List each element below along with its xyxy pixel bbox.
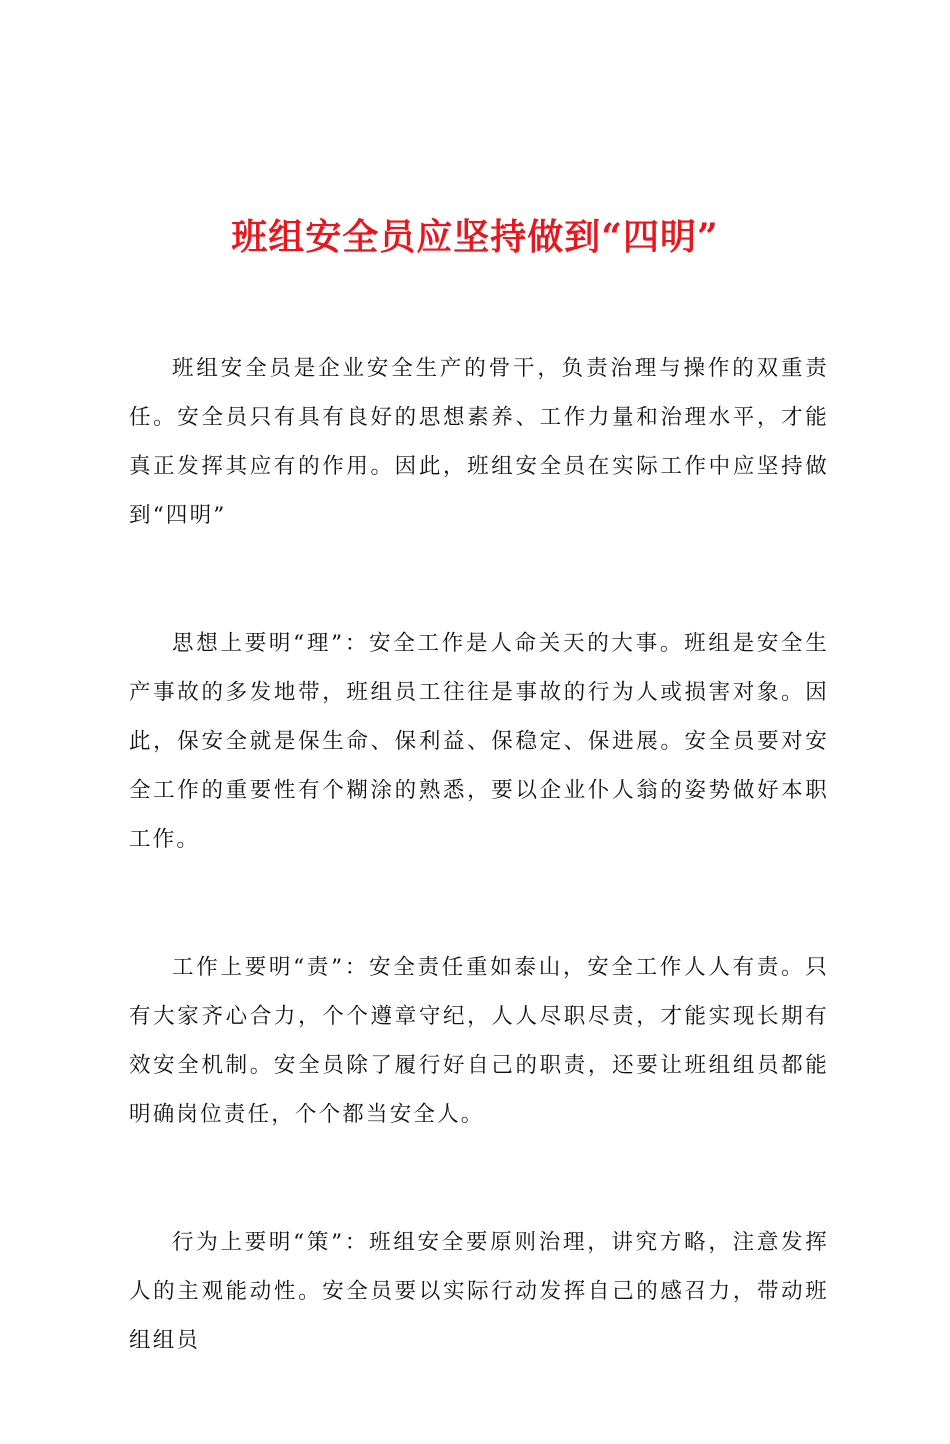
document-body: [129, 344, 829, 1444]
paragraph-work: 工作上要明“责”：安全责任重如泰山，安全工作人人有责。只有大家齐心合力，个个遵章守纪，人人尽职尽责，才能实现长期有效安全机制。安全员除了履行好自己的职责，还要让班组组员都能明确岗位责任，个个都当安全人。: [129, 955, 829, 1127]
paragraph-thought: 思想上要明“理”：安全工作是人命关天的大事。班组是安全生产事故的多发地带，班组员工往往是事故的行为人或损害对象。因此，保安全就是保生命、保利益、保稳定、保进展。安全员要对安全工作的重要性有个糊涂的熟悉，要以企业仆人翁的姿势做好本职工作。: [129, 631, 829, 852]
paragraph-intro: 班组安全员是企业安全生产的骨干，负责治理与操作的双重责任。安全员只有具有良好的思想素养、工作力量和治理水平，才能真正发挥其应有的作用。因此，班组安全员在实际工作中应坚持做到“四明”: [129, 356, 829, 528]
paragraph-behavior: 行为上要明“策”：班组安全要原则治理，讲究方略，注意发挥人的主观能动性。安全员要以实际行动发挥自己的感召力，带动班组组员: [129, 1230, 829, 1353]
document-title: 班组安全员应坚持做到“四明”: [231, 216, 719, 258]
